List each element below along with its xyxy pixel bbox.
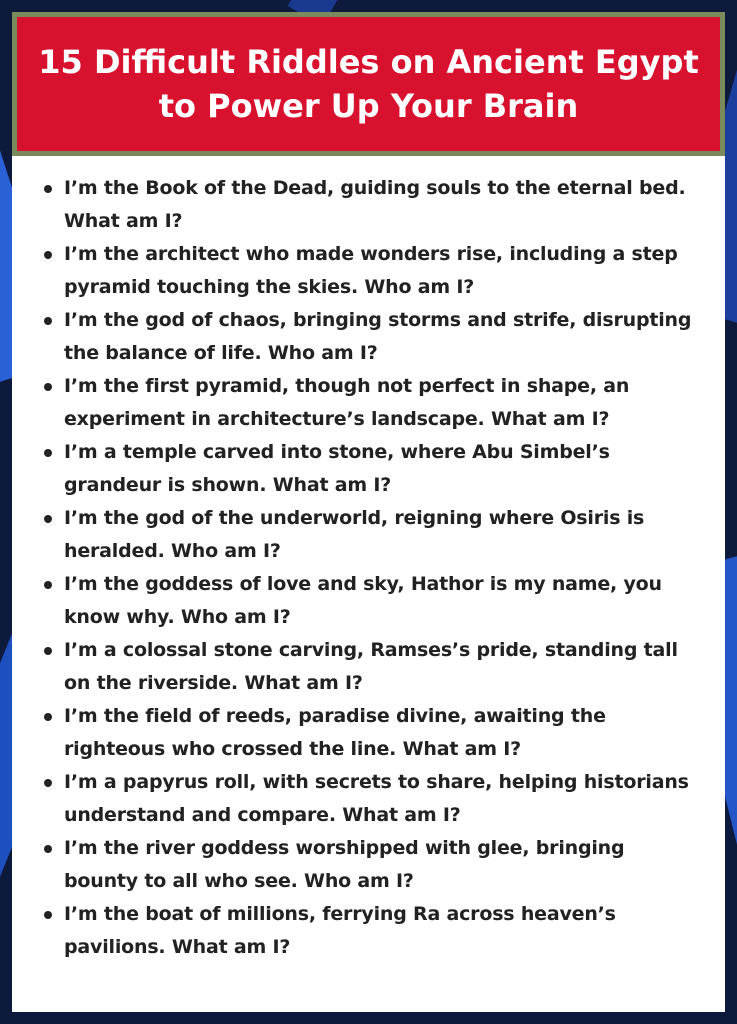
riddle-item: [40, 568, 715, 634]
bullet-icon: [44, 581, 52, 589]
riddle-text-line: I’m a papyrus roll, with secrets to share, helping historians: [64, 771, 689, 793]
riddle-text-line: know why. Who am I?: [64, 606, 291, 628]
bullet-icon: [44, 185, 52, 193]
riddle-item: [40, 766, 715, 832]
riddle-text-line: I’m the god of chaos, bringing storms and strife, disrupting: [64, 309, 692, 331]
riddle-text-line: bounty to all who see. Who am I?: [64, 870, 414, 892]
riddle-item: [40, 172, 715, 238]
riddle-text-line: pavilions. What am I?: [64, 936, 291, 958]
bullet-icon: [44, 713, 52, 721]
bullet-icon: [44, 845, 52, 853]
riddle-item: [40, 898, 715, 964]
riddle-item: [40, 304, 715, 370]
bullet-icon: [44, 317, 52, 325]
riddle-text-line: on the riverside. What am I?: [64, 672, 363, 694]
bullet-icon: [44, 449, 52, 457]
riddle-card: [12, 12, 725, 1012]
riddle-text-line: understand and compare. What am I?: [64, 804, 461, 826]
riddle-item: [40, 832, 715, 898]
riddle-item: [40, 634, 715, 700]
title-line-2: to Power Up Your Brain: [158, 87, 579, 125]
riddle-text-line: I’m the first pyramid, though not perfect in shape, an: [64, 375, 630, 397]
riddle-text-line: I’m the architect who made wonders rise, including a step: [64, 243, 678, 265]
riddle-text-line: What am I?: [64, 210, 183, 232]
riddle-list: [40, 172, 715, 964]
riddle-item: [40, 370, 715, 436]
riddle-text-line: heralded. Who am I?: [64, 540, 281, 562]
bullet-icon: [44, 779, 52, 787]
riddle-text-line: I’m the field of reeds, paradise divine, awaiting the: [64, 705, 606, 727]
bullet-icon: [44, 383, 52, 391]
riddle-text-line: I’m the river goddess worshipped with glee, bringing: [64, 837, 625, 859]
title-banner: [12, 12, 725, 156]
riddle-text-line: grandeur is shown. What am I?: [64, 474, 392, 496]
riddle-text-line: I’m the boat of millions, ferrying Ra across heaven’s: [64, 903, 616, 925]
riddle-text-line: the balance of life. Who am I?: [64, 342, 378, 364]
riddle-text-line: pyramid touching the skies. Who am I?: [64, 276, 475, 298]
riddle-item: [40, 238, 715, 304]
bullet-icon: [44, 251, 52, 259]
riddle-text-line: I’m the god of the underworld, reigning where Osiris is: [64, 507, 645, 529]
title-line-1: 15 Difficult Riddles on Ancient Egypt: [38, 43, 699, 81]
riddle-text-line: experiment in architecture’s landscape. What am I?: [64, 408, 610, 430]
bullet-icon: [44, 911, 52, 919]
riddle-text-line: I’m the Book of the Dead, guiding souls to the eternal bed.: [64, 177, 686, 199]
riddle-text-line: I’m a colossal stone carving, Ramses’s pride, standing tall: [64, 639, 678, 661]
riddle-text-line: righteous who crossed the line. What am I?: [64, 738, 521, 760]
riddle-text-line: I’m the goddess of love and sky, Hathor is my name, you: [64, 573, 662, 595]
riddle-item: [40, 700, 715, 766]
bullet-icon: [44, 647, 52, 655]
riddle-item: [40, 436, 715, 502]
bullet-icon: [44, 515, 52, 523]
riddle-item: [40, 502, 715, 568]
riddle-text-line: I’m a temple carved into stone, where Abu Simbel’s: [64, 441, 610, 463]
